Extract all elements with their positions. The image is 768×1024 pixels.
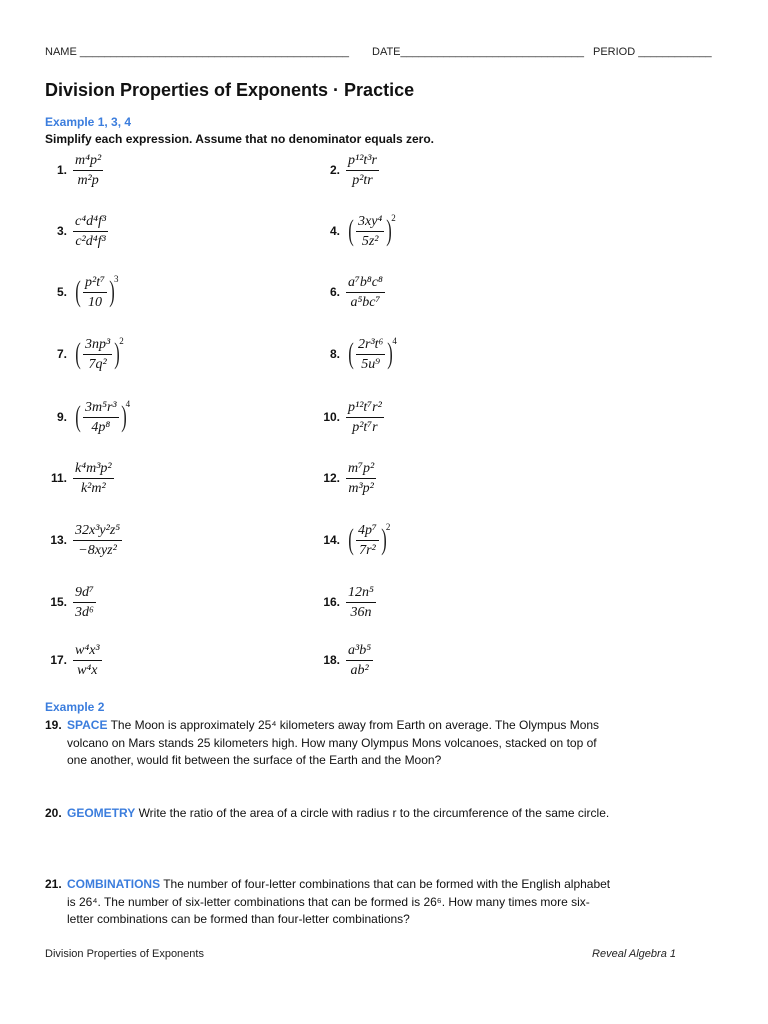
denominator: p²tr: [352, 172, 373, 188]
denominator: 4p⁸: [91, 419, 111, 435]
problem-5: [45, 270, 118, 314]
problem-number: 3.: [56, 224, 67, 238]
left-paren: (: [348, 337, 354, 370]
fraction: [83, 274, 107, 311]
problem-18: [318, 638, 373, 682]
expression: [346, 211, 396, 251]
numerator: 4p⁷: [356, 522, 379, 541]
denominator: 3d⁶: [75, 604, 94, 620]
problem-17: [45, 638, 102, 682]
expression: [73, 397, 130, 437]
left-paren: (: [75, 275, 81, 308]
fraction: [73, 522, 122, 559]
fraction: [356, 213, 384, 250]
left-paren: (: [348, 214, 354, 247]
expression: [346, 274, 385, 311]
numerator: c⁴d⁴f³: [73, 213, 108, 232]
denominator: 10: [87, 294, 102, 310]
expression: [73, 334, 124, 374]
expression: [73, 460, 114, 497]
denominator: w⁴x: [77, 662, 98, 678]
fraction: [83, 336, 112, 373]
denominator: p²t⁷r: [352, 419, 378, 435]
problem-number: 4.: [329, 224, 340, 238]
footer-right: Reveal Algebra 1: [592, 948, 676, 960]
fraction: [73, 584, 96, 621]
numerator: 12n⁵: [346, 584, 376, 603]
outer-exponent: 4: [392, 336, 397, 346]
word-problem-21: [45, 876, 615, 929]
expression: [73, 642, 102, 679]
numerator: m⁷p²: [346, 460, 376, 479]
numerator: k⁴m³p²: [73, 460, 114, 479]
expression: [346, 399, 384, 436]
numerator: a³b⁵: [346, 642, 373, 661]
problem-2: [318, 148, 379, 192]
outer-exponent: 2: [391, 213, 396, 223]
numerator: p¹²t³r: [346, 152, 379, 171]
fraction: [73, 213, 108, 250]
problem-14: [318, 518, 390, 562]
numerator: 3xy⁴: [356, 213, 384, 232]
expression: [73, 272, 118, 312]
problem-number: 7.: [56, 347, 67, 361]
denominator: −8xyz²: [78, 542, 117, 558]
problem-number: 17.: [50, 653, 67, 667]
fraction: [346, 460, 376, 497]
outer-exponent: 2: [385, 522, 391, 532]
problem-8: [318, 332, 397, 376]
fraction: [346, 642, 373, 679]
outer-exponent: 3: [113, 274, 119, 284]
problem-3: [45, 209, 108, 253]
problem-number: 13.: [50, 533, 67, 547]
problem-13: [45, 518, 122, 562]
denominator: k²m²: [80, 480, 106, 496]
problem-1: [45, 148, 103, 192]
numerator: w⁴x³: [73, 642, 102, 661]
problem-number: 12.: [323, 471, 340, 485]
word-problem-20: [45, 805, 615, 823]
numerator: 3m⁵r³: [83, 399, 119, 418]
fraction: [73, 460, 114, 497]
right-paren: ): [114, 337, 120, 370]
denominator: a⁵bc⁷: [350, 294, 381, 310]
problem-number: 6.: [329, 285, 340, 299]
problem-10: [318, 395, 384, 439]
problem-text: The Moon is approximately 25⁴ kilometers away from Earth on average. The Olympus Mons volcano on Mars stands 25 kilometers high. How many Olympus Mons volcanoes, stacked on top of one another, would fit between the surface of the Earth and the Moon?: [67, 718, 600, 767]
numerator: a⁷b⁸c⁸: [346, 274, 385, 293]
denominator: ab²: [350, 662, 369, 678]
problem-number: 8.: [329, 347, 340, 361]
numerator: p²t⁷: [83, 274, 107, 293]
left-paren: (: [75, 400, 81, 433]
topic-keyword: COMBINATIONS: [67, 877, 161, 891]
right-paren: ): [120, 400, 127, 433]
right-paren: ): [381, 523, 387, 556]
problem-number: 2.: [329, 163, 340, 177]
instructions: Simplify each expression. Assume that no denominator equals zero.: [45, 132, 434, 146]
right-paren: ): [387, 337, 394, 370]
problem-number: 10.: [323, 410, 340, 424]
problem-text: Write the ratio of the area of a circle with radius r to the circumference of the same circle.: [135, 806, 610, 820]
problem-number: 9.: [56, 410, 67, 424]
expression: [346, 520, 390, 560]
expression: [73, 213, 108, 250]
fraction: [346, 399, 384, 436]
denominator: m³p²: [348, 480, 374, 496]
problem-number: 16.: [323, 595, 340, 609]
expression: [346, 584, 376, 621]
problem-number: 15.: [50, 595, 67, 609]
problem-number: 5.: [56, 285, 67, 299]
expression: [346, 152, 379, 189]
expression: [346, 334, 397, 374]
denominator: 5u⁹: [361, 356, 381, 372]
footer-left: Division Properties of Exponents: [45, 948, 204, 960]
fraction: [346, 584, 376, 621]
problem-number: 11.: [50, 471, 67, 485]
fraction: [346, 152, 379, 189]
problem-4: [318, 209, 396, 253]
problem-number: 14.: [323, 533, 340, 547]
denominator: 7q²: [88, 356, 107, 372]
numerator: 3np³: [83, 336, 112, 355]
right-paren: ): [109, 275, 115, 308]
problem-number: 21.: [45, 877, 62, 891]
numerator: 32x³y²z⁵: [73, 522, 122, 541]
problem-number: 20.: [45, 806, 62, 820]
fraction: [83, 399, 119, 436]
word-problem-19: [45, 717, 615, 770]
problem-12: [318, 456, 376, 500]
left-paren: (: [75, 337, 81, 370]
expression: [346, 642, 373, 679]
example-1-label: Example 1, 3, 4: [45, 115, 132, 129]
expression: [73, 152, 103, 189]
problem-text: The number of four-letter combinations that can be formed with the English alphabet is 26⁴. The number of six-letter combinations that can be formed is 26⁶. How many times more six-letter combinations can be formed than four-letter combinations?: [67, 877, 611, 926]
fraction: [356, 522, 379, 559]
name-field[interactable]: NAME ____________________________________________: [45, 46, 350, 58]
numerator: m⁴p²: [73, 152, 103, 171]
denominator: 36n: [350, 604, 372, 620]
outer-exponent: 4: [125, 399, 131, 409]
expression: [346, 460, 376, 497]
topic-keyword: GEOMETRY: [67, 806, 136, 820]
outer-exponent: 2: [119, 336, 124, 346]
problem-7: [45, 332, 124, 376]
fraction: [73, 642, 102, 679]
worksheet-title: Division Properties of Exponents · Practice: [45, 80, 415, 100]
right-paren: ): [386, 214, 393, 247]
fraction: [356, 336, 385, 373]
numerator: p¹²t⁷r²: [346, 399, 384, 418]
problem-number: 18.: [323, 653, 340, 667]
expression: [73, 522, 122, 559]
left-paren: (: [348, 523, 354, 556]
problem-15: [45, 580, 96, 624]
problem-6: [318, 270, 385, 314]
problem-number: 19.: [45, 718, 62, 732]
problem-number: 1.: [56, 163, 67, 177]
numerator: 2r³t⁶: [356, 336, 385, 355]
example-2-label: Example 2: [45, 700, 105, 714]
topic-keyword: SPACE: [67, 718, 108, 732]
period-field[interactable]: PERIOD ____________: [593, 46, 712, 58]
denominator: 5z²: [361, 233, 379, 249]
problem-16: [318, 580, 376, 624]
denominator: m²p: [77, 172, 99, 188]
date-field[interactable]: DATE______________________________: [372, 46, 585, 58]
denominator: 7r²: [359, 542, 376, 558]
fraction: [346, 274, 385, 311]
numerator: 9d⁷: [73, 584, 96, 603]
problem-9: [45, 395, 130, 439]
problem-11: [45, 456, 114, 500]
denominator: c²d⁴f³: [75, 233, 106, 249]
fraction: [73, 152, 103, 189]
expression: [73, 584, 96, 621]
